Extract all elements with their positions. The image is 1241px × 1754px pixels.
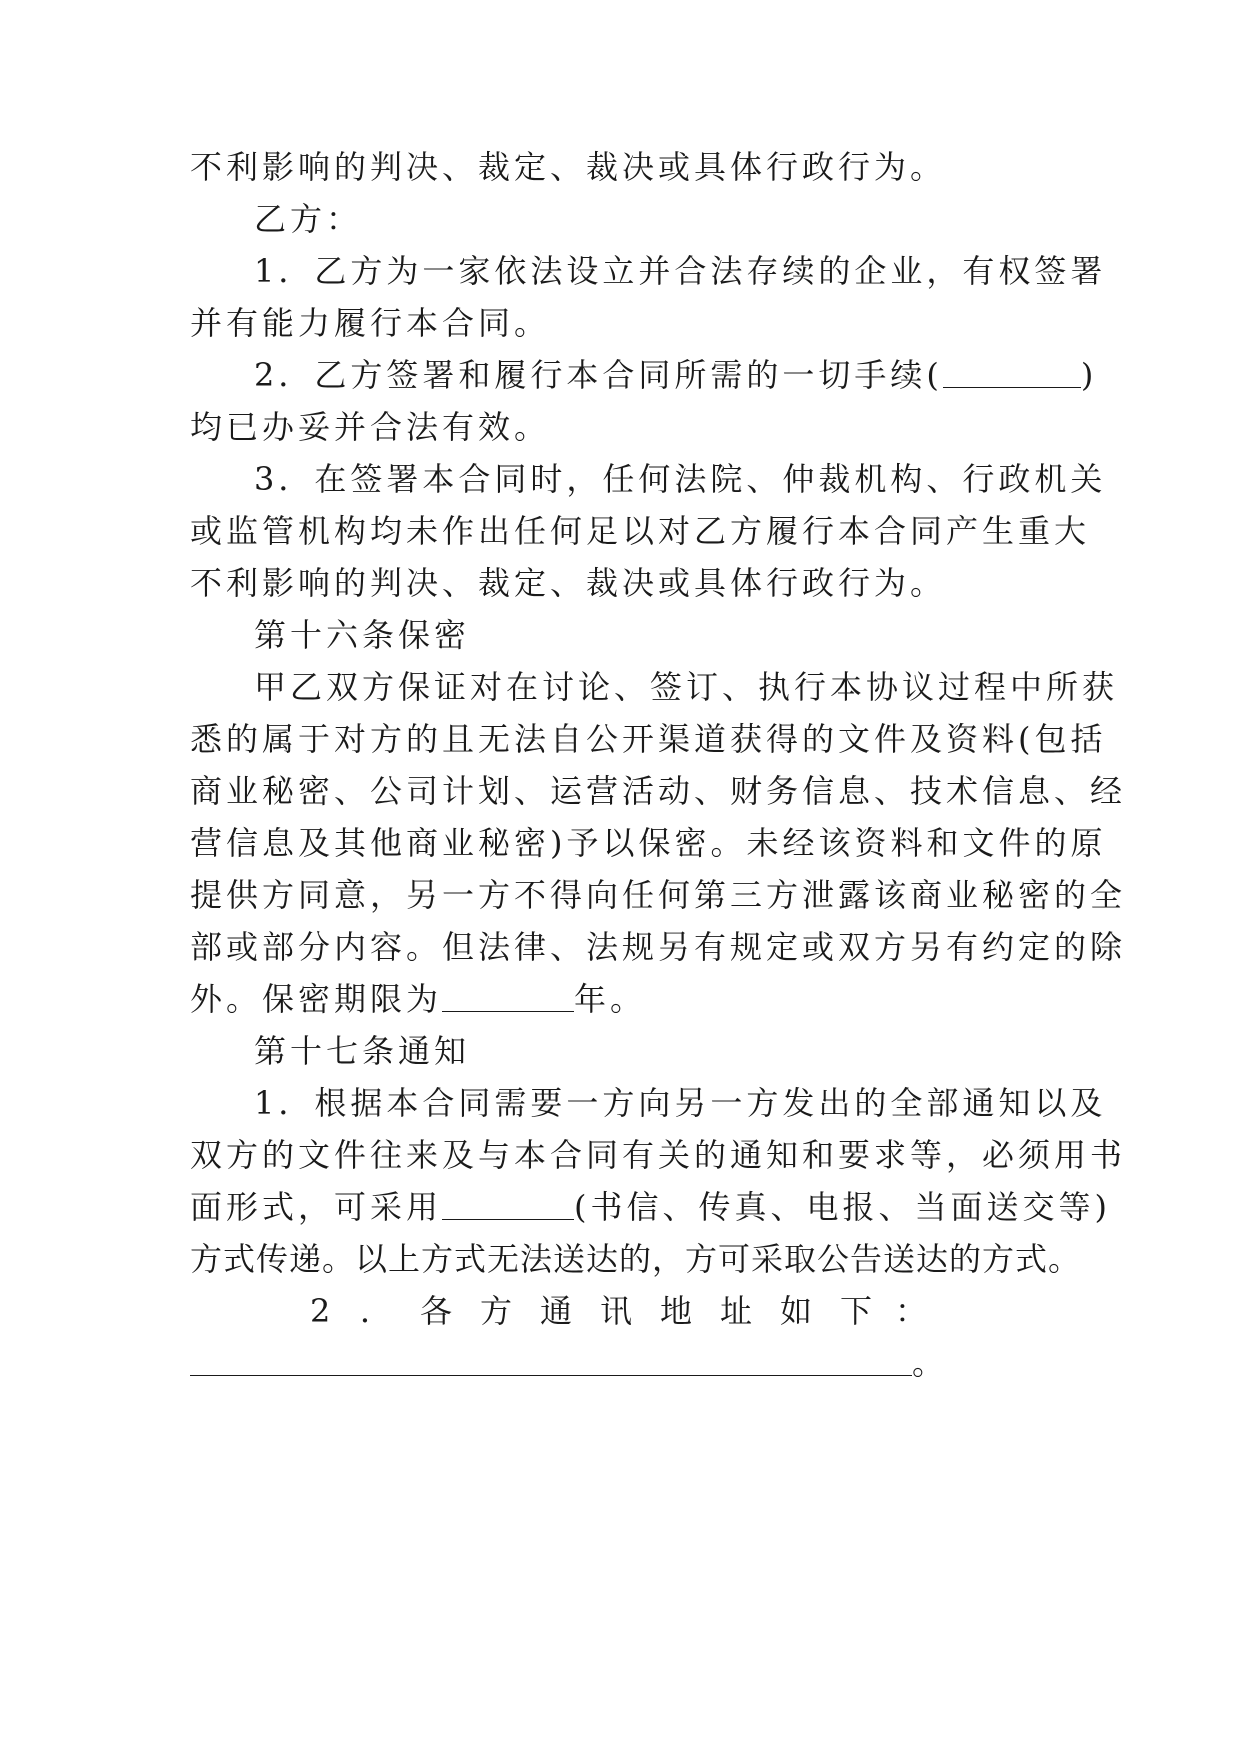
- text-line: 悉的属于对方的且无法自公开渠道获得的文件及资料(包括: [190, 720, 1107, 758]
- text-line: 营信息及其他商业秘密)予以保密。未经该资料和文件的原: [190, 824, 1107, 862]
- fill-in-blank: [442, 981, 574, 1012]
- text-segment: 下: [840, 1292, 873, 1330]
- text-line: 双方的文件往来及与本合同有关的通知和要求等，必须用书: [190, 1136, 1127, 1174]
- text-line: 方式传递。以上方式无法送达的，方可采取公告送达的方式。: [190, 1240, 1082, 1278]
- text-segment: 如: [780, 1292, 813, 1330]
- text-line-with-blank: [190, 1343, 1070, 1383]
- text-segment: ：: [895, 1292, 928, 1330]
- text-line: 均已办妥并合法有效。: [190, 408, 551, 446]
- text-segment: 面形式，可采用: [190, 1188, 443, 1226]
- text-line: 1．根据本合同需要一方向另一方发出的全部通知以及: [254, 1084, 1107, 1122]
- text-line: 1．乙方为一家依法设立并合法存续的企业，有权签署: [254, 252, 1107, 290]
- text-segment: 方: [480, 1292, 513, 1330]
- text-segment: 地: [660, 1292, 693, 1330]
- fill-in-blank: [190, 1345, 912, 1376]
- text-segment: 各: [420, 1292, 453, 1330]
- text-line-with-blank: [190, 1187, 1111, 1227]
- text-line: 甲乙双方保证对在讨论、签订、执行本协议过程中所获: [254, 668, 1119, 706]
- text-line: 部或部分内容。但法律、法规另有规定或双方另有约定的除: [190, 928, 1127, 966]
- fill-in-blank: [442, 1189, 574, 1220]
- text-line: 并有能力履行本合同。: [190, 304, 551, 342]
- text-segment: 址: [720, 1292, 753, 1330]
- text-line-with-blank: [190, 979, 1070, 1019]
- text-line-with-blank: [254, 355, 1098, 395]
- text-segment: 2: [310, 1292, 331, 1330]
- text-segment: ): [1080, 356, 1098, 394]
- text-line: 商业秘密、公司计划、运营活动、财务信息、技术信息、经: [190, 772, 1127, 810]
- text-line: 不利影响的判决、裁定、裁决或具体行政行为。: [190, 564, 947, 602]
- justified-line: [190, 1291, 1070, 1331]
- fill-in-blank: [943, 357, 1081, 388]
- text-segment: ．: [360, 1292, 393, 1330]
- text-segment: (书信、传真、电报、当面送交等): [574, 1188, 1111, 1226]
- text-segment: 讯: [600, 1292, 633, 1330]
- text-segment: 外。保密期限为: [190, 980, 443, 1018]
- text-line: 或监管机构均未作出任何足以对乙方履行本合同产生重大: [190, 512, 1091, 550]
- text-line: 3．在签署本合同时，任何法院、仲裁机构、行政机关: [254, 460, 1107, 498]
- article-16-heading: 第十六条保密: [254, 616, 471, 654]
- text-segment: 。: [912, 1344, 949, 1382]
- article-17-heading: 第十七条通知: [254, 1032, 471, 1070]
- text-segment: 2．乙方签署和履行本合同所需的一切手续(: [254, 356, 943, 394]
- text-segment: 通: [540, 1292, 573, 1330]
- text-line: 提供方同意，另一方不得向任何第三方泄露该商业秘密的全: [190, 876, 1127, 914]
- party-b-heading: 乙方：: [254, 200, 363, 238]
- text-segment: 年。: [574, 980, 647, 1018]
- text-line: 不利影响的判决、裁定、裁决或具体行政行为。: [190, 148, 947, 186]
